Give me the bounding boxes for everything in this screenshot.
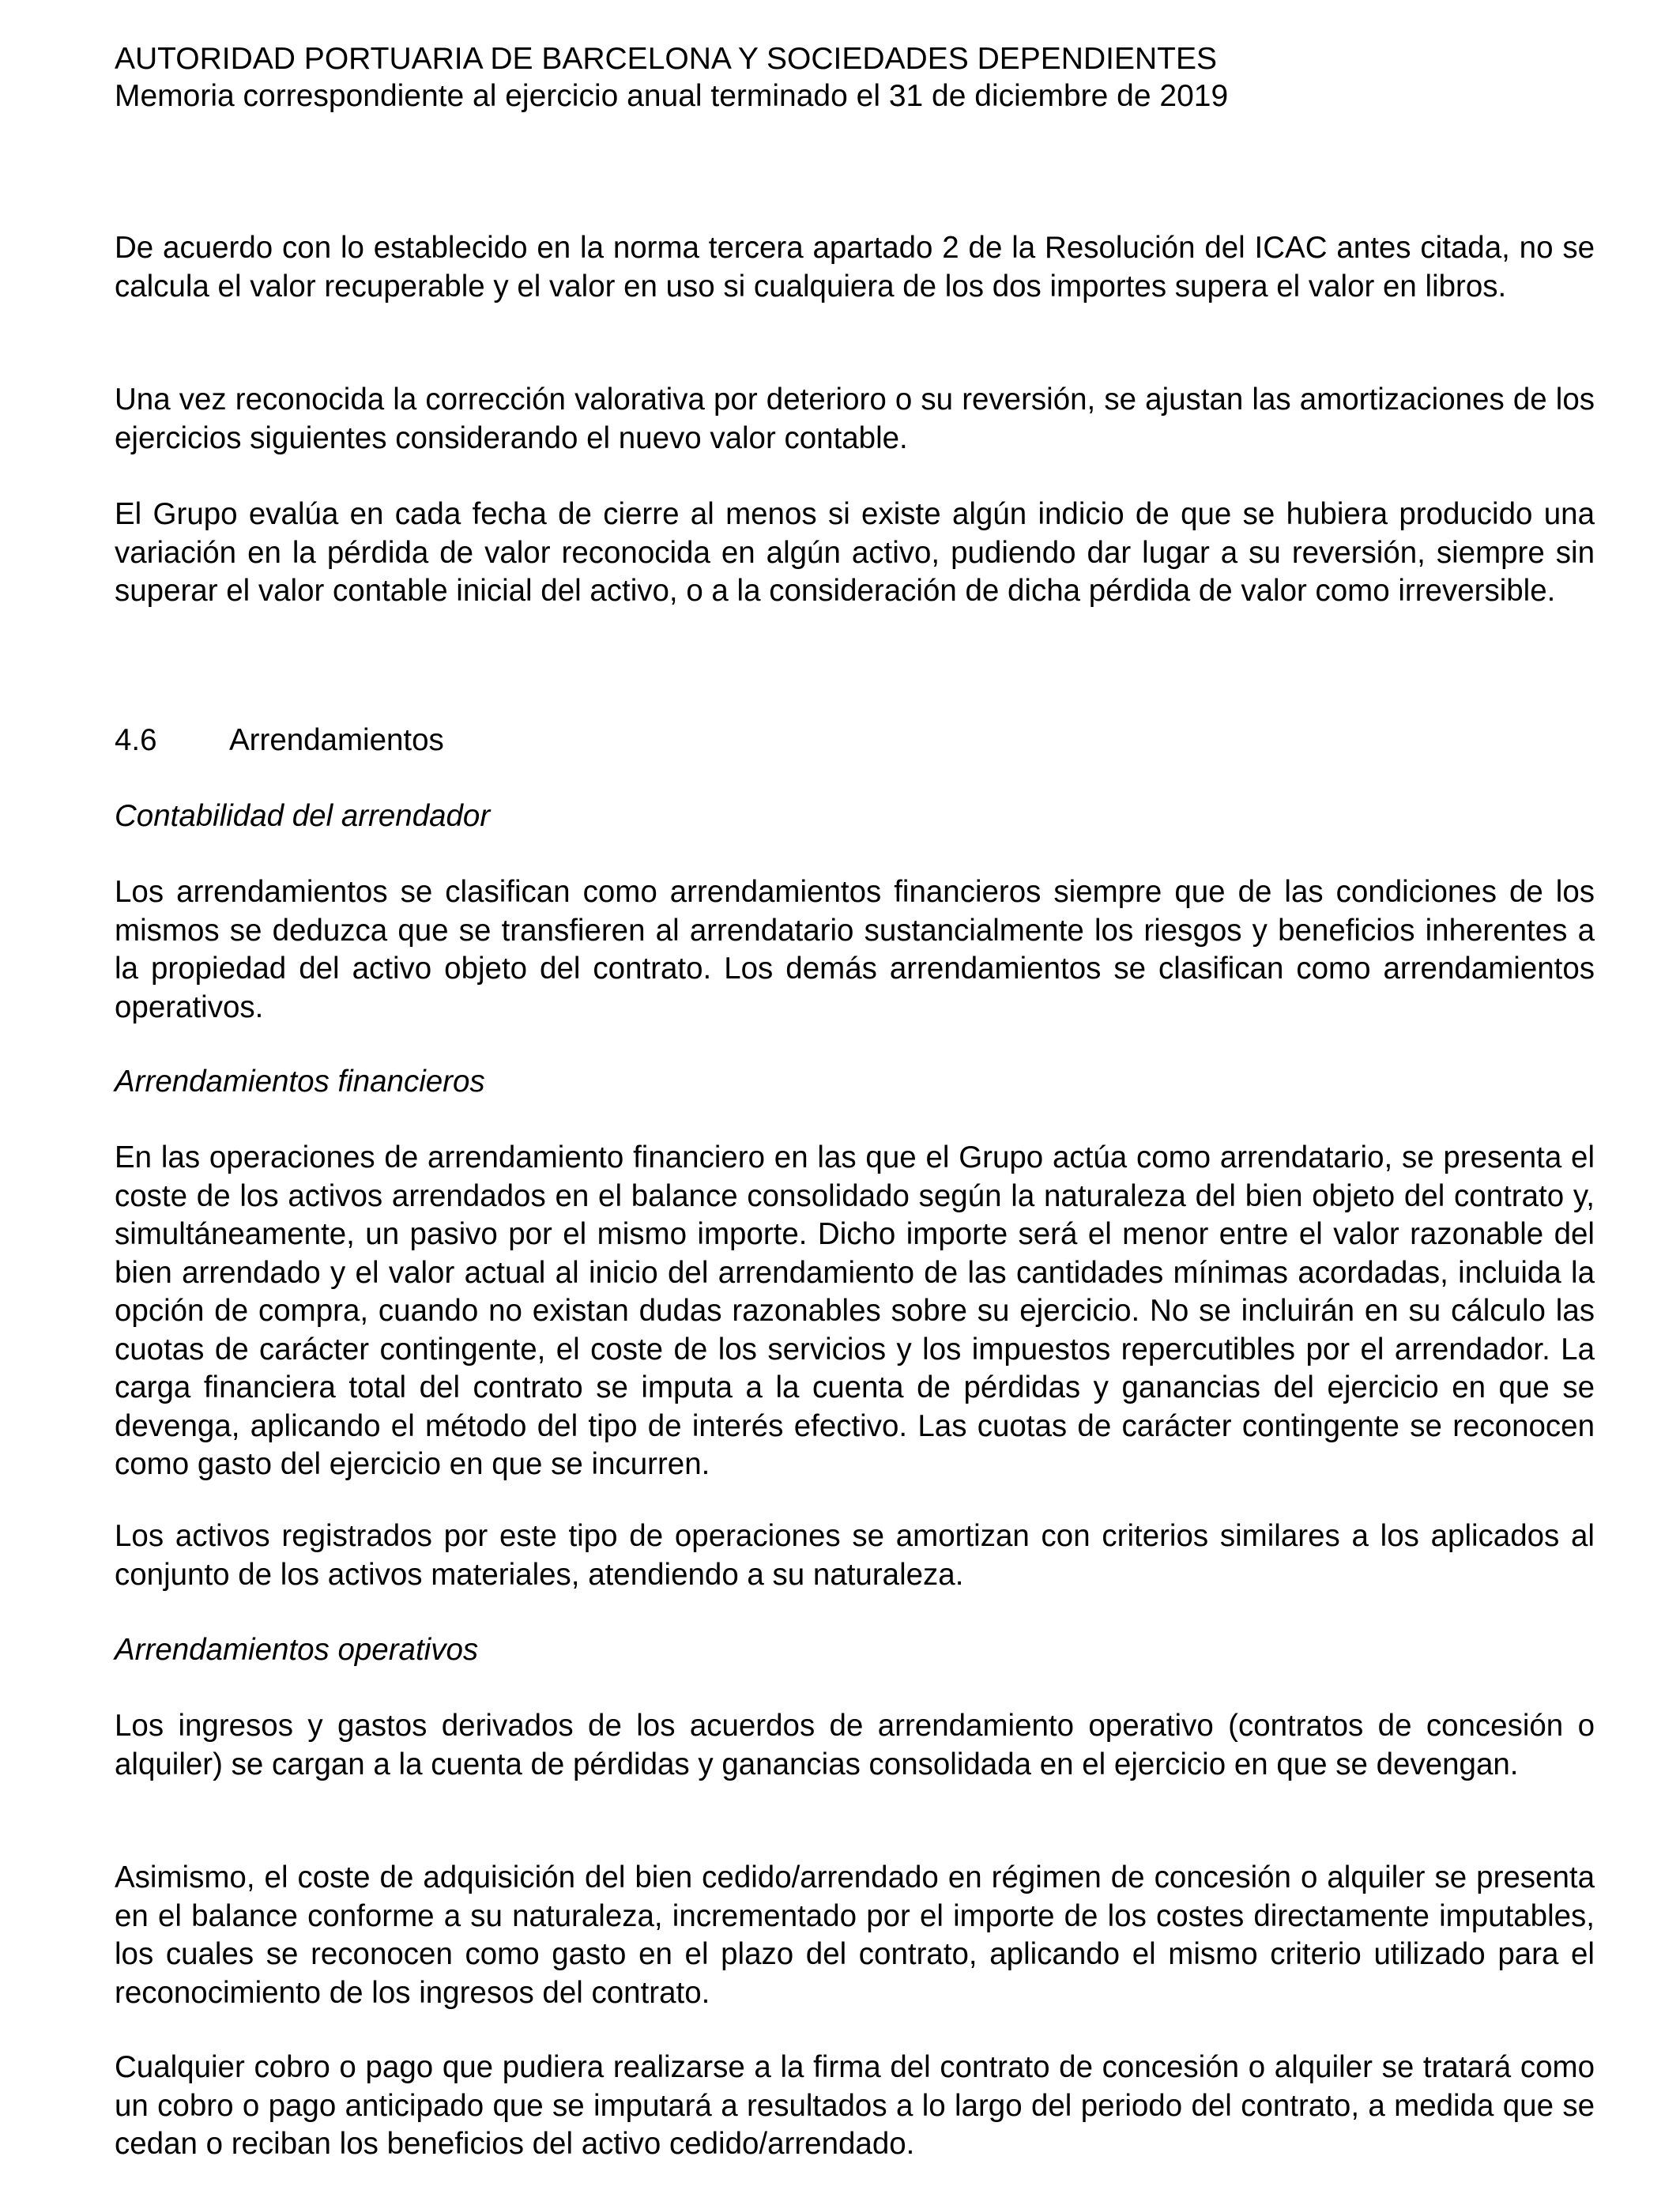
subheading-operating-leases: Arrendamientos operativos: [115, 1633, 479, 1667]
document-header-title: AUTORIDAD PORTUARIA DE BARCELONA Y SOCIEDADES DEPENDIENTES: [115, 42, 1217, 76]
paragraph-financial-leases: En las operaciones de arrendamiento financiero en las que el Grupo actúa como arrendatario, se presenta el coste de los activos arrendados en el balance consolidado según la naturaleza del bien objeto del contrato y, simultáneamente, un pasivo por el mismo importe. Dicho importe será el menor entre el valor razonable del bien arrendado y el valor actual al inicio del arrendamiento de las cantidades mínimas acordadas, incluida la opción de compra, cuando no existan dudas razonables sobre su ejercicio. No se incluirán en su cálculo las cuotas de carácter contingente, el coste de los servicios y los impuestos repercutibles por el arrendador. La carga financiera total del contrato se imputa a la cuenta de pérdidas y ganancias del ejercicio en que se devenga, aplicando el método del tipo de interés efectivo. Las cuotas de carácter contingente se reconocen como gasto del ejercicio en que se incurren.: [115, 1140, 1595, 1481]
subheading-lessor-accounting: Contabilidad del arrendador: [115, 799, 491, 833]
paragraph-operating-income-expenses: Los ingresos y gastos derivados de los acuerdos de arrendamiento operativo (contratos de concesión o alquiler) se cargan a la cuenta de pérdidas y ganancias consolidada en el ejercicio en que se devengan.: [115, 1709, 1595, 1781]
section-number: 4.6: [115, 723, 157, 757]
section-heading: [115, 722, 444, 760]
section-title: Arrendamientos: [229, 723, 444, 757]
subheading-financial-leases: Arrendamientos financieros: [115, 1065, 485, 1099]
paragraph-impairment-evaluation: El Grupo evalúa en cada fecha de cierre al menos si existe algún indicio de que se hubiera producido una variación en la pérdida de valor reconocida en algún activo, pudiendo dar lugar a su reversión, siempre sin superar el valor contable inicial del activo, o a la consideración de dicha pérdida de valor como irreversible.: [115, 497, 1595, 608]
paragraph-impairment-adjustment: Una vez reconocida la corrección valorativa por deterioro o su reversión, se ajustan las amortizaciones de los ejercicios siguientes considerando el nuevo valor contable.: [115, 383, 1595, 455]
paragraph-financial-lease-amortization: Los activos registrados por este tipo de operaciones se amortizan con criterios similares a los aplicados al conjunto de los activos materiales, atendiendo a su naturaleza.: [115, 1519, 1595, 1592]
paragraph-operating-advance-payments: Cualquier cobro o pago que pudiera realizarse a la firma del contrato de concesión o alquiler se tratará como un cobro o pago anticipado que se imputará a resultados a lo largo del periodo del contrato, a medida que se cedan o reciban los beneficios del activo cedido/arrendado.: [115, 2050, 1595, 2161]
paragraph-lease-classification: Los arrendamientos se clasifican como arrendamientos financieros siempre que de las condiciones de los mismos se deduzca que se transfieren al arrendatario sustancialmente los riesgos y beneficios inherentes a la propiedad del activo objeto del contrato. Los demás arrendamientos se clasifican como arrendamientos operativos.: [115, 875, 1595, 1024]
document-header-subtitle: Memoria correspondiente al ejercicio anual terminado el 31 de diciembre de 2019: [115, 79, 1229, 113]
paragraph-operating-acquisition-cost: Asimismo, el coste de adquisición del bien cedido/arrendado en régimen de concesión o alquiler se presenta en el balance conforme a su naturaleza, incrementado por el importe de los costes directamente imputables, los cuales se reconocen como gasto en el plazo del contrato, aplicando el mismo criterio utilizado para el reconocimiento de los ingresos del contrato.: [115, 1860, 1595, 2010]
paragraph-recoverable-value: De acuerdo con lo establecido en la norma tercera apartado 2 de la Resolución del ICAC antes citada, no se calcula el valor recuperable y el valor en uso si cualquiera de los dos importes supera el valor en libros.: [115, 231, 1595, 303]
